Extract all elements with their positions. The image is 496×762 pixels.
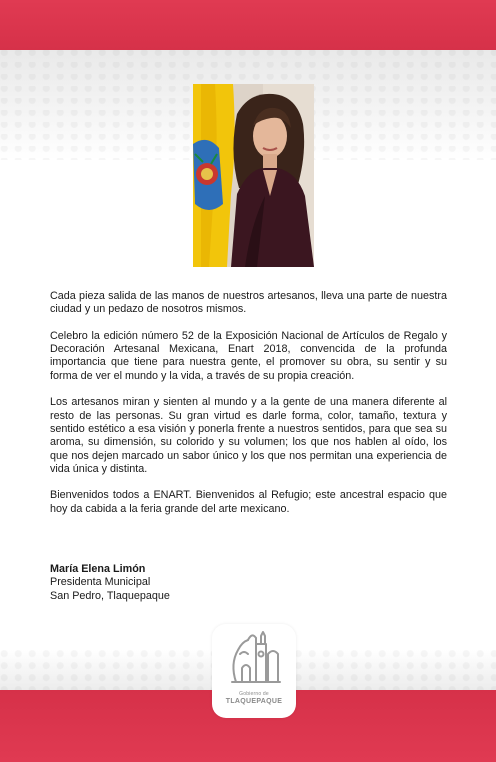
tlaquepaque-church-icon [212,624,296,690]
letter-body [50,290,447,529]
signer-name: María Elena Limón [50,563,146,575]
tlaquepaque-logo [212,624,296,718]
paragraph-1: Cada pieza salida de las manos de nuestros artesanos, lleva una parte de nuestra ciudad y un pedazo de nosotros mismos. [50,290,447,316]
signer-place: San Pedro, Tlaquepaque [50,589,170,602]
paragraph-2: Celebro la edición número 52 de la Exposición Nacional de Artículos de Regalo y Decoración Artesanal Mexicana, Enart 2018, convencida de la profunda importancia que tiene para nuestra gente, el promover su obra, su sentir y su forma de ver el mundo y la vida, a través de su propia creación. [50,329,447,382]
logo-big-text: TLAQUEPAQUE [225,698,283,705]
paragraph-3: Los artesanos miran y sienten al mundo y a la gente de una manera diferente al resto de las personas. Su gran virtud es darle forma, color, tamaño, textura y sentido estético a esa visión y ponerla frente a nuestros sentidos, para que sea su aroma, su dimensión, su colorido y su volumen; los que nos hablen al oído, los que nos dejen marcado un sabor único y los que nos permitan una experiencia de vida única y distinta. [50,396,447,475]
top-red-band [0,0,496,50]
signer-title: Presidenta Municipal [50,576,151,589]
paragraph-4: Bienvenidos todos a ENART. Bienvenidos al Refugio; este ancestral espacio que hoy da cabida a la feria grande del arte mexicano. [50,489,447,515]
signature-block [50,563,170,603]
portrait-illustration [193,84,314,267]
logo-small-text: Gobierno de [239,691,269,697]
portrait-photo [193,84,314,267]
